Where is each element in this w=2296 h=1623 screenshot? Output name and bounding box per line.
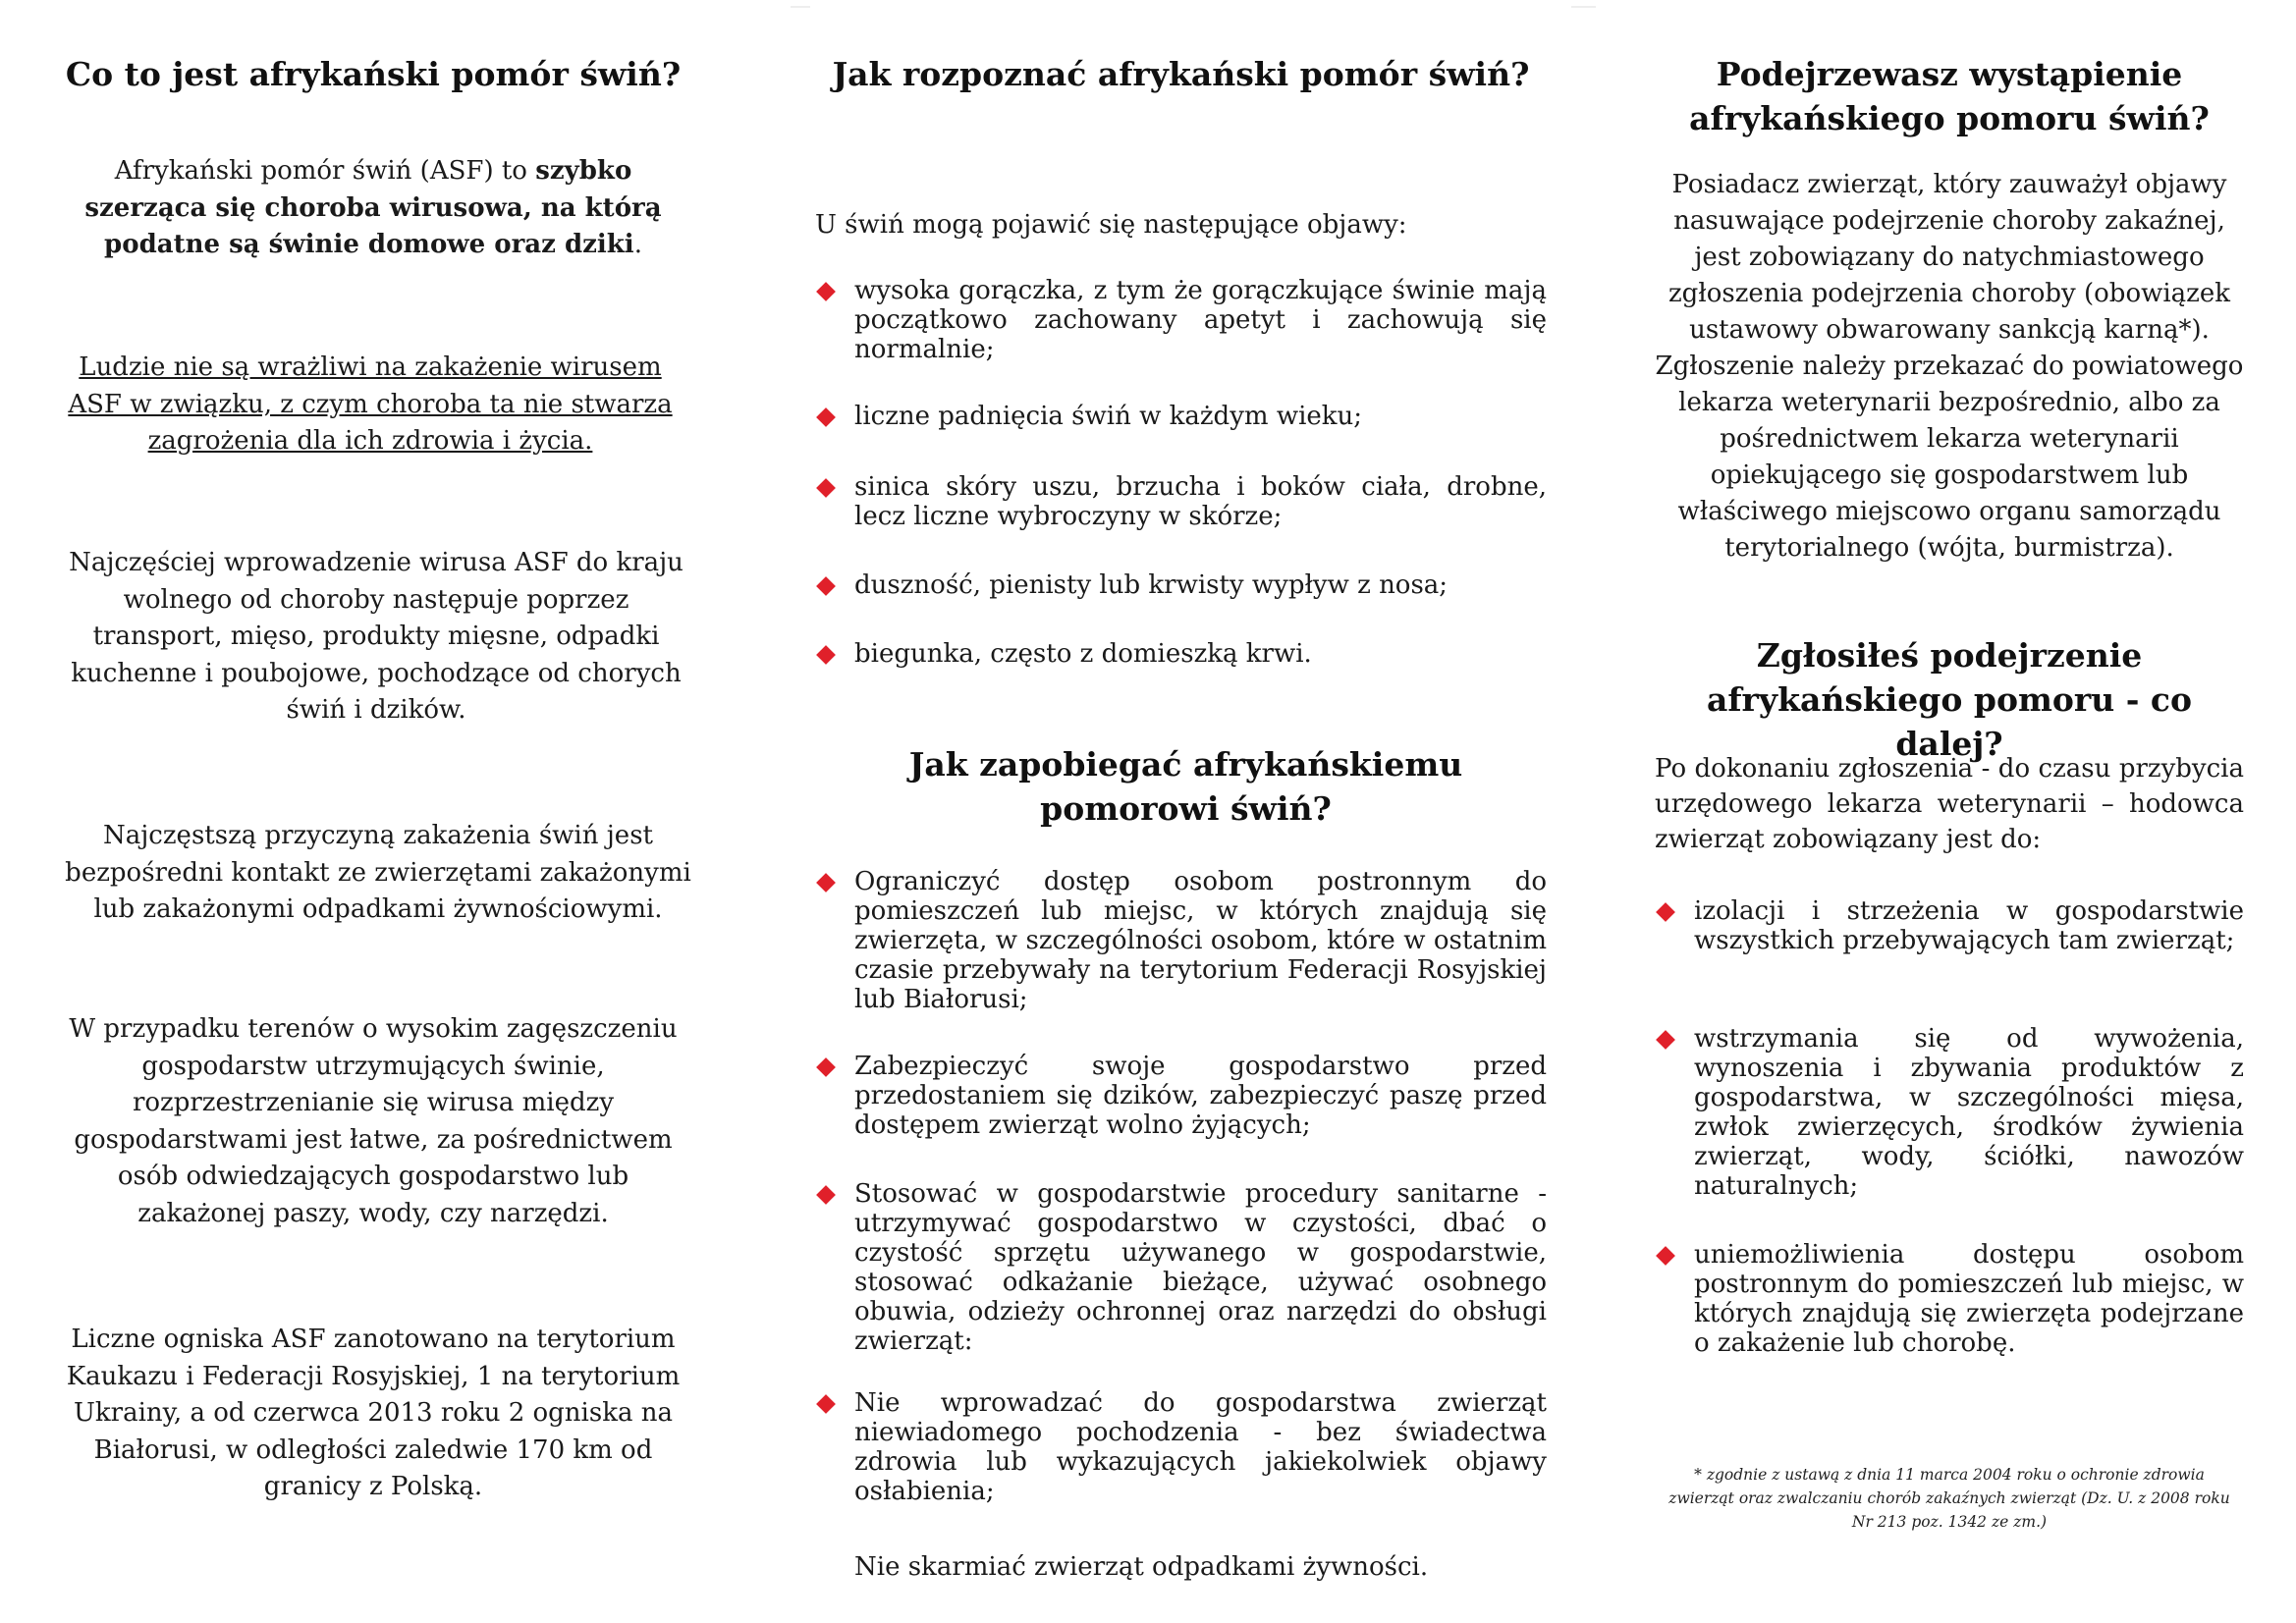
definition-intro: Afrykański pomór świń (ASF) to [114, 156, 536, 186]
prevention-item: Ograniczyć dostęp osobom postronnym do pomieszczeń lub miejsc, w których znajdują się zwierzęta, w szczególności osobom, które w ostatnim czasie przebywały na terytorium Federacji Rosyjskiej lub Białorusi; [815, 867, 1547, 1014]
prevention-item: Zabezpieczyć swoje gospodarstwo przed przedostaniem się dzików, zabezpieczyć paszę przed dostępem zwierząt wolno żyjących; [815, 1052, 1547, 1140]
paragraph-high-density: W przypadku terenów o wysokim zagęszczeniu gospodarstw utrzymujących świnie, rozprzestrzenianie się wirusa między gospodarstwami jest łatwe, za pośrednictwem osób odwiedzających gospodarstwo lub zakażonej paszy, wody, czy narzędzi. [69, 1014, 678, 1228]
red-diamond-bullet-icon [816, 1185, 836, 1205]
paragraph-introduction-routes: Najczęściej wprowadzenie wirusa ASF do kraju wolnego od choroby następuje poprzez transport, mięso, produkty mięsne, odpadki kuchenne i poubojowe, pochodzące od chorych świń i dzików. [69, 548, 683, 725]
red-diamond-bullet-icon [816, 645, 836, 665]
red-diamond-bullet-icon [816, 873, 836, 893]
fold-mark-right [1571, 6, 1596, 8]
paragraph-after-report: Po dokonaniu zgłoszenia - do czasu przybycia urzędowego lekarza weterynarii – hodowca zwierząt zobowiązany jest do: [1655, 754, 2244, 854]
paragraph-definition [54, 153, 692, 264]
duty-item: wstrzymania się od wywożenia, wynoszenia i zbywania produktów z gospodarstwa, w szczególności mięsa, zwłok zwierzęcych, środków żywienia zwierząt, wody, ściółki, nawozów naturalnych; [1655, 1024, 2244, 1201]
fold-mark-left [791, 6, 810, 8]
section-title-reported: Zgłosiłeś podejrzenie afrykańskiego pomoru - co dalej? [1706, 636, 2193, 763]
paragraph-outbreaks: Liczne ogniska ASF zanotowano na terytorium Kaukazu i Federacji Rosyjskiej, 1 na terytorium Ukrainy, a od czerwca 2013 roku 2 ogniska na Białorusi, w odległości zaledwie 170 km od granicy z Polską. [66, 1325, 681, 1501]
red-diamond-bullet-icon [816, 1394, 836, 1414]
definition-end: . [633, 230, 642, 259]
red-diamond-bullet-icon [816, 282, 836, 301]
red-diamond-bullet-icon [816, 1057, 836, 1077]
red-diamond-bullet-icon [816, 576, 836, 596]
symptom-item: wysoka gorączka, z tym że gorączkujące świnie mają początkowo zachowany apetyt i zachowują się normalnie; [815, 276, 1547, 364]
symptom-item: liczne padnięcia świń w każdym wieku; [815, 402, 1547, 431]
legal-footnote: * zgodnie z ustawą z dnia 11 marca 2004 roku o ochronie zdrowia zwierząt oraz zwalczaniu chorób zakaźnych zwierząt (Dz. U. z 2008 roku Nr 213 poz. 1342 ze zm.) [1668, 1466, 2230, 1531]
prevention-item: Nie wprowadzać do gospodarstwa zwierząt niewiadomego pochodzenia - bez świadectwa zdrowia lub wykazujących jakiekolwiek objawy osłabienia; [815, 1388, 1547, 1506]
symptom-item: biegunka, często z domieszką krwi. [815, 639, 1547, 669]
section-title-recognize: Jak rozpoznać afrykański pomór świń? [832, 55, 1530, 93]
definition-bold: szybko szerząca się choroba wirusowa, na którą podatne są świnie domowe oraz dziki [84, 156, 662, 259]
red-diamond-bullet-icon [816, 478, 836, 498]
duty-item: uniemożliwienia dostępu osobom postronnym do pomieszczeń lub miejsc, w których znajdują się zwierzęta podejrzane o zakażenie lub chorobę. [1655, 1240, 2244, 1358]
paragraph-common-cause: Najczęstszą przyczyną zakażenia świń jest bezpośredni kontakt ze zwierzętami zakażonymi lub zakażonymi odpadkami żywnościowymi. [65, 821, 691, 924]
section-title-prevent: Jak zapobiegać afrykańskiemu pomorowi świń? [908, 745, 1463, 828]
red-diamond-bullet-icon [1656, 1246, 1675, 1266]
section-title-suspect: Podejrzewasz wystąpienie afrykańskiego pomoru świń? [1689, 55, 2210, 137]
paragraph-humans-not-susceptible: Ludzie nie są wrażliwi na zakażenie wirusem ASF w związku, z czym choroba ta nie stwarza zagrożenia dla ich zdrowia i życia. [68, 352, 673, 456]
symptom-item: sinica skóry uszu, brzucha i boków ciała, drobne, lecz liczne wybroczyny w skórze; [815, 472, 1547, 531]
paragraph-reporting-obligation: Posiadacz zwierząt, który zauważył objawy nasuwające podejrzenie choroby zakaźnej, jest zobowiązany do natychmiastowego zgłoszenia podejrzenia choroby (obowiązek ustawowy obwarowany sankcją karną*). Zgłoszenie należy przekazać do powiatowego lekarza weterynarii bezpośrednio, albo za pośrednictwem lekarza weterynarii opiekującego się gospodarstwem lub właściwego miejscowo organu samorządu terytorialnego (wójta, burmistrza). [1655, 170, 2244, 563]
closing-advice: Nie skarmiać zwierząt odpadkami żywności. [854, 1552, 1429, 1582]
red-diamond-bullet-icon [816, 407, 836, 427]
prevention-item: Stosować w gospodarstwie procedury sanitarne - utrzymywać gospodarstwo w czystości, dbać o czystość sprzętu używanego w gospodarstwie, stosować odkażanie bieżące, używać osobnego obuwia, odzieży ochronnej oraz narzędzi do obsługi zwierząt: [815, 1179, 1547, 1356]
symptom-item: duszność, pienisty lub krwisty wypływ z nosa; [815, 570, 1547, 600]
red-diamond-bullet-icon [1656, 1030, 1675, 1050]
section-title-what-is-asf: Co to jest afrykański pomór świń? [65, 55, 682, 93]
red-diamond-bullet-icon [1656, 902, 1675, 922]
symptoms-intro: U świń mogą pojawić się następujące objawy: [815, 210, 1407, 240]
duty-item: izolacji i strzeżenia w gospodarstwie wszystkich przebywających tam zwierząt; [1655, 896, 2244, 955]
